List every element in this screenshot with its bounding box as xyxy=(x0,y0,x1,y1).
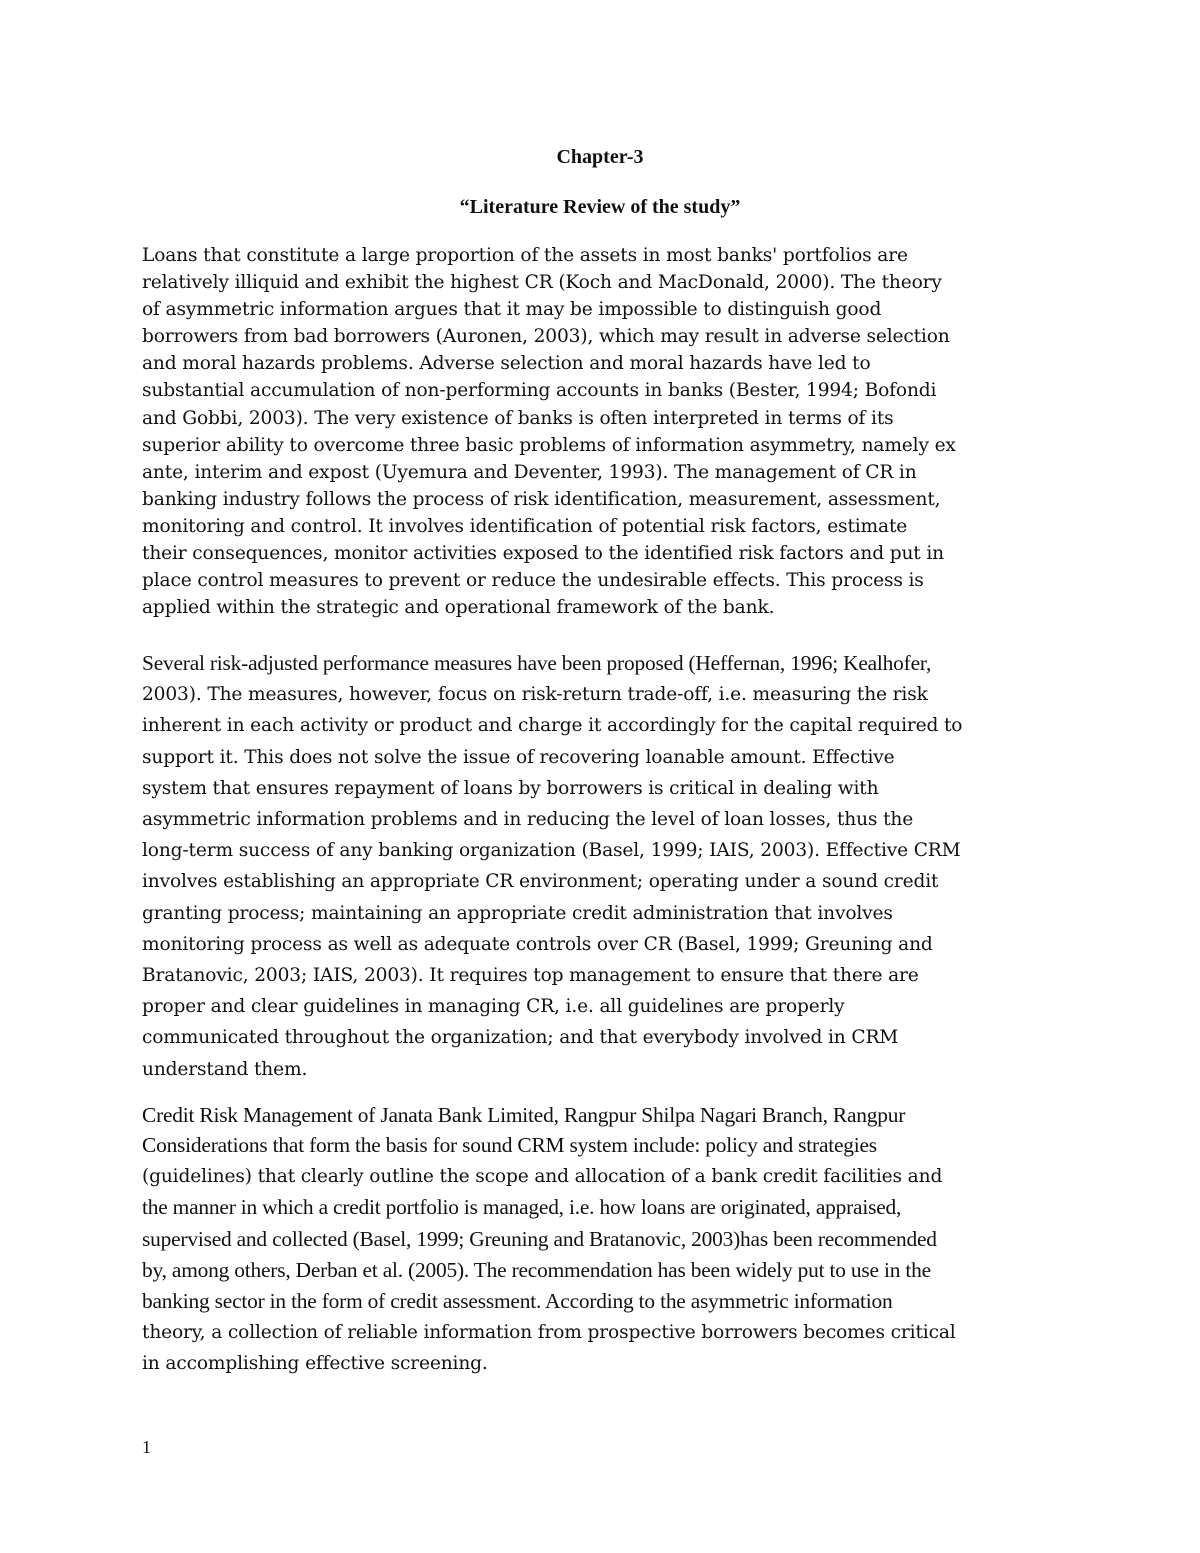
text-line: and Gobbi, 2003). The very existence of banks is often interpreted in terms of its xyxy=(142,407,894,429)
text-line: 2003). The measures, however, focus on risk-return trade-off, i.e. measuring the risk xyxy=(142,684,928,706)
text-line: involves establishing an appropriate CR environment; operating under a sound credit xyxy=(142,871,939,893)
text-line: Several risk-adjusted performance measures have been proposed (Heffernan, 1996; Kealhofer, xyxy=(142,651,932,675)
chapter-subtitle: “Literature Review of the study” xyxy=(459,196,741,218)
text-line: inherent in each activity or product and charge it accordingly for the capital required to xyxy=(142,715,963,737)
text-line: applied within the strategic and operational framework of the bank. xyxy=(142,597,775,619)
text-line: Considerations that form the basis for sound CRM system include: policy and strategies xyxy=(142,1133,877,1157)
text-line: Loans that constitute a large proportion of the assets in most banks' portfolios are xyxy=(142,245,908,266)
text-line: their consequences, monitor activities exposed to the identified risk factors and put in xyxy=(142,543,944,565)
paragraph-2 xyxy=(142,648,1062,1085)
text-line: monitoring and control. It involves identification of potential risk factors, estimate xyxy=(142,515,908,537)
text-line: understand them. xyxy=(142,1058,308,1080)
text-line: in accomplishing effective screening. xyxy=(142,1353,488,1375)
text-line: communicated throughout the organization; and that everybody involved in CRM xyxy=(142,1027,899,1049)
text-line: supervised and collected (Basel, 1999; Greuning and Bratanovic, 2003)has been recommended xyxy=(142,1226,937,1251)
text-line: superior ability to overcome three basic problems of information asymmetry, namely ex xyxy=(142,434,956,456)
text-line: system that ensures repayment of loans by borrowers is critical in dealing with xyxy=(142,777,879,799)
text-line: the manner in which a credit portfolio is managed, i.e. how loans are originated, appraised, xyxy=(142,1195,902,1220)
text-line: Credit Risk Management of Janata Bank Limited, Rangpur Shilpa Nagari Branch, Rangpur xyxy=(142,1103,906,1127)
text-line: proper and clear guidelines in managing CR, i.e. all guidelines are properly xyxy=(142,996,845,1018)
text-line: banking sector in the form of credit assessment. According to the asymmetric information xyxy=(142,1289,893,1314)
text-line: Bratanovic, 2003; IAIS, 2003). It requires top management to ensure that there are xyxy=(142,965,919,987)
text-line: substantial accumulation of non-performing accounts in banks (Bester, 1994; Bofondi xyxy=(142,380,937,402)
text-line: ante, interim and expost (Uyemura and Deventer, 1993). The management of CR in xyxy=(142,461,917,483)
text-line: long-term success of any banking organization (Basel, 1999; IAIS, 2003). Effective CRM xyxy=(142,840,961,862)
page-number: 1 xyxy=(142,1437,151,1457)
chapter-title: Chapter-3 xyxy=(556,146,644,168)
text-line: banking industry follows the process of risk identification, measurement, assessment, xyxy=(142,488,941,510)
paragraph-1 xyxy=(142,242,1062,621)
text-line: monitoring process as well as adequate controls over CR (Basel, 1999; Greuning and xyxy=(142,933,933,955)
text-line: of asymmetric information argues that it may be impossible to distinguish good xyxy=(142,299,882,321)
text-line: theory, a collection of reliable information from prospective borrowers becomes critical xyxy=(142,1322,956,1344)
text-line: support it. This does not solve the issue of recovering loanable amount. Effective xyxy=(142,746,895,768)
text-line: by, among others, Derban et al. (2005). The recommendation has been widely put to use in the xyxy=(142,1257,931,1282)
text-line: granting process; maintaining an appropriate credit administration that involves xyxy=(142,902,893,924)
text-line: place control measures to prevent or reduce the undesirable effects. This process is xyxy=(142,570,924,592)
text-line: borrowers from bad borrowers (Auronen, 2003), which may result in adverse selection xyxy=(142,326,950,348)
text-line: and moral hazards problems. Adverse selection and moral hazards have led to xyxy=(142,353,871,375)
text-line: relatively illiquid and exhibit the highest CR (Koch and MacDonald, 2000). The theory xyxy=(142,272,942,294)
text-line: (guidelines) that clearly outline the scope and allocation of a bank credit facilities and xyxy=(142,1166,943,1188)
text-line: asymmetric information problems and in reducing the level of loan losses, thus the xyxy=(142,809,914,831)
paragraph-3 xyxy=(142,1100,1062,1380)
